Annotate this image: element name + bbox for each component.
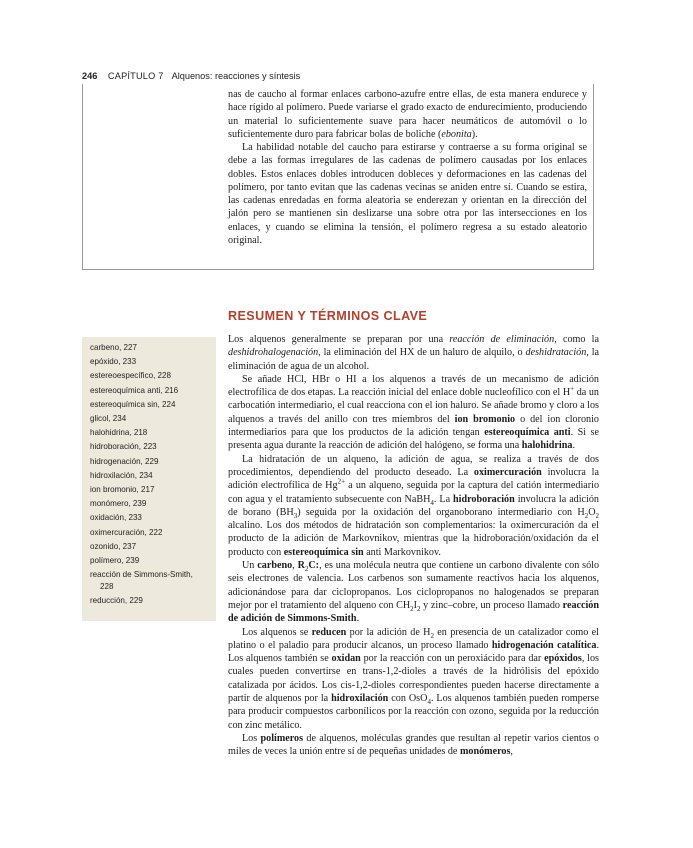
summary-paragraph-6: Los polímeros de alquenos, moléculas grandes que resultan al repetir varios cientos o miles de veces la unión entre sí de pequeñas unidades de monómeros, bbox=[228, 732, 599, 758]
term-item: estereoespecífico, 228 bbox=[90, 371, 171, 381]
box-paragraph-1: nas de caucho al formar enlaces carbono-azufre entre ellas, de esta manera endurece y hace rígido al polímero. Puede variarse el grado exacto de endurecimiento, produciendo un material lo suficientemente suave para hacer neumáticos de automóvil o lo suficientemente duro para fabricar bolas de boliche (ebonita). bbox=[228, 89, 587, 140]
summary-paragraph-5: Los alquenos se reducen por la adición de $H_2$ en presencia de un catalizador como el platino o el paladio para producir alcanos, un proceso llamado hidrogenación catalítica. Los alquenos también se oxidan por la reacción con un peroxiácido para dar epóxidos, los cuales pueden convertirse en trans-1,2-dioles a través de la hidrólisis del epóxido catalizada por ácidos. Los cis-1,2-dioles correspondientes pueden hacerse directamente a partir de alquenos por la hidroxilación con OsO$_4$. Los alquenos también pueden romperse para producir compuestos carbonílicos por la reacción con ozono, seguida por la reducción con zinc metálico. bbox=[228, 626, 599, 731]
section-title: RESUMEN Y TÉRMINOS CLAVE bbox=[228, 309, 428, 323]
term-item: monómero, 239 bbox=[90, 499, 147, 509]
running-head bbox=[82, 71, 300, 81]
chapter-label: CAPÍTULO 7 bbox=[107, 71, 164, 81]
term-item: halohidrina, 218 bbox=[90, 428, 148, 438]
term-item: estereoquímica sin, 224 bbox=[90, 399, 176, 409]
term-item: ozonido, 237 bbox=[90, 541, 137, 551]
summary-paragraph-4: Un carbeno, $R_2C$:, es una molécula neutra que contiene un carbono divalente con sólo seis electrones de valencia. Los carbenos son sumamente reactivos hacia los alquenos, adicionándose para dar ciclopropanos. Los ciclopropanos no halogenados se preparan mejor por el tratamiento del alqueno con $CH_2I_2$ y zinc–cobre, un proceso llamado reacción de adición de Simmons-Smith. bbox=[228, 560, 600, 625]
term-item: estereoquímica anti, 216 bbox=[90, 385, 179, 395]
chapter-title: Alquenos: reacciones y síntesis bbox=[171, 71, 301, 81]
term-item: polímero, 239 bbox=[90, 556, 140, 566]
summary-text bbox=[228, 333, 599, 759]
term-item-simmons-smith: reacción de Simmons-Smith, 228 bbox=[90, 570, 193, 591]
term-item: carbeno, 227 bbox=[90, 343, 137, 352]
term-item: reducción, 229 bbox=[90, 596, 143, 606]
term-item: hidrogenación, 229 bbox=[90, 456, 159, 466]
term-item: oximercuración, 222 bbox=[90, 527, 163, 537]
term-item: hidroxilación, 234 bbox=[90, 470, 153, 480]
sidebar-box-text bbox=[228, 88, 587, 247]
box-paragraph-2: La habilidad notable del caucho para estirarse y contraerse a su forma original se debe a las formas irregulares de las cadenas de polímero causadas por los enlaces dobles. Estos enlaces dobles introducen dobleces y deformaciones en las cadenas del polímero, por tanto evitan que las cadenas vecinas se aniden entre sí. Cuando se estira, las cadenas enredadas en forma aleatoria se enderezan y orientan en la dirección del jalón pero se mantienen sin deslizarse una sobre otra por las intersecciones en los enlaces, y cuando se elimina la tensión, el polímero regresa a su estado aleatorio original. bbox=[228, 142, 587, 246]
term-item: hidroboración, 223 bbox=[90, 442, 157, 452]
term-item: glicol, 234 bbox=[90, 414, 127, 424]
term-item: oxidación, 233 bbox=[90, 513, 142, 523]
term-item: epóxido, 233 bbox=[90, 357, 137, 367]
summary-paragraph-3: La hidratación de un alqueno, la adición de agua, se realiza a través de dos procedimientos, dependiendo del producto deseado. La oximercuración involucra la adición electrofílica de $Hg^{2+}$ a un alqueno, seguida por la captura del catión intermediario con agua y el tratamiento subsecuente con NaBH$_4$. La hidroboración involucra la adición de borano $(BH_3)$ seguida por la oxidación del organoborano intermediario con $H_2O_2$ alcalino. Los dos métodos de hidratación son complementarios: la oximercuración da el producto de la adición de Markovnikov, mientras que la hidroboración/oxidación da el producto con estereoquímica sin anti Markovnikov. bbox=[228, 453, 600, 558]
key-terms-box bbox=[82, 337, 216, 621]
page-number: 246 bbox=[82, 71, 98, 81]
term-item: ion bromonio, 217 bbox=[90, 485, 155, 495]
summary-paragraph-2: Se añade HCl, HBr o HI a los alquenos a través de un mecanismo de adición electrofílica de dos etapas. La reacción inicial del enlace doble nucleofílico con el H+ da un carbocatión intermediario, el cual reacciona con el ion haluro. Se añade bromo y cloro a los alquenos a través del anillo con tres miembros del ion bromonio o del ion cloronio intermediarios para que los productos de la adición tengan estereoquímica anti. Si se presenta agua durante la reacción de adición del halógeno, se forma una halohidrina. bbox=[228, 373, 599, 452]
summary-paragraph-1: Los alquenos generalmente se preparan por una reacción de eliminación, como la deshidrohalogenación, la eliminación del HX de un haluro de alquilo, o deshidratación, la eliminación de agua de un alcohol. bbox=[228, 334, 600, 372]
